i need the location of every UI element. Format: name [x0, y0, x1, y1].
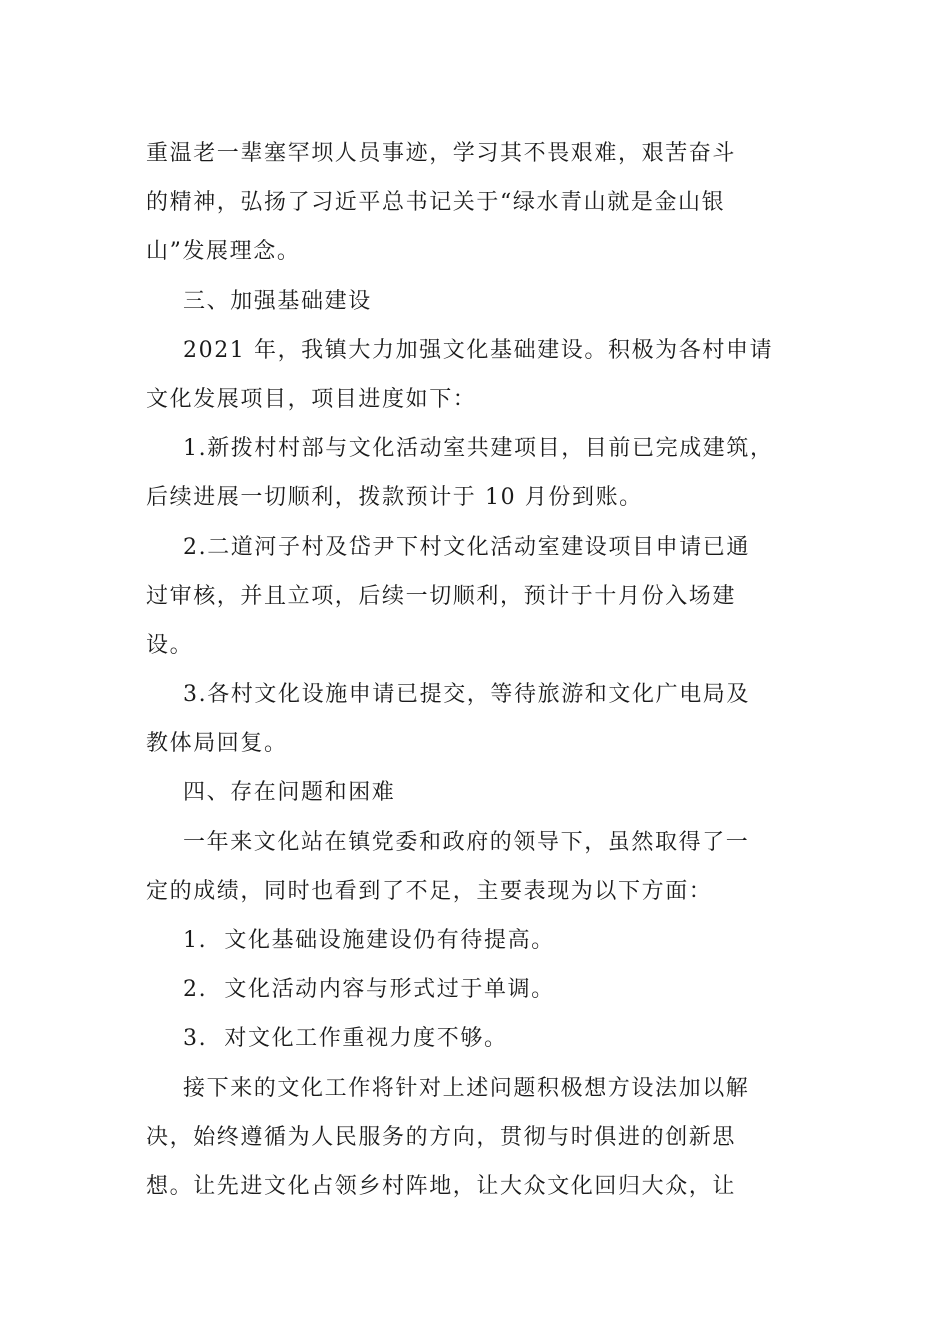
list-item: 1.新拨村村部与文化活动室共建项目，目前已完成建筑，: [183, 436, 774, 462]
list-item: 3. 对文化工作重视力度不够。: [183, 1026, 508, 1052]
text-line: 后续进展一切顺利，拨款预计于 10 月份到账。: [146, 485, 643, 511]
text-line: 接下来的文化工作将针对上述问题积极想方设法加以解: [183, 1075, 750, 1101]
text-line: 重温老一辈塞罕坝人员事迹，学习其不畏艰难，艰苦奋斗: [146, 141, 737, 166]
text-line: 2021 年，我镇大力加强文化基础建设。积极为各村申请: [183, 337, 774, 363]
list-item: 3.各村文化设施申请已提交，等待旅游和文化广电局及: [183, 682, 750, 708]
text-line: 的精神，弘扬了习近平总书记关于“绿水青山就是金山银: [146, 190, 726, 216]
document-body: [146, 129, 806, 1211]
text-line: 一年来文化站在镇党委和政府的领导下，虽然取得了一: [183, 829, 750, 855]
text-line: 山”发展理念。: [146, 239, 301, 265]
text-line: 想。让先进文化占领乡村阵地，让大众文化回归大众，让: [146, 1173, 737, 1199]
text-line: 过审核，并且立项，后续一切顺利，预计于十月份入场建: [146, 583, 737, 609]
text-line: 文化发展项目，项目进度如下：: [146, 386, 477, 412]
text-line: 教体局回复。: [146, 731, 288, 757]
list-item: 1. 文化基础设施建设仍有待提高。: [183, 928, 555, 953]
section-heading: 四、存在问题和困难: [183, 780, 396, 806]
list-item: 2. 文化活动内容与形式过于单调。: [183, 977, 555, 1003]
text-line: 决，始终遵循为人民服务的方向，贯彻与时俱进的创新思: [146, 1124, 737, 1150]
text-line: 设。: [146, 632, 194, 658]
text-line: 定的成绩，同时也看到了不足，主要表现为以下方面：: [146, 878, 713, 904]
list-item: 2.二道河子村及岱尹下村文化活动室建设项目申请已通: [183, 534, 750, 560]
section-heading: 三、加强基础建设: [183, 288, 372, 314]
